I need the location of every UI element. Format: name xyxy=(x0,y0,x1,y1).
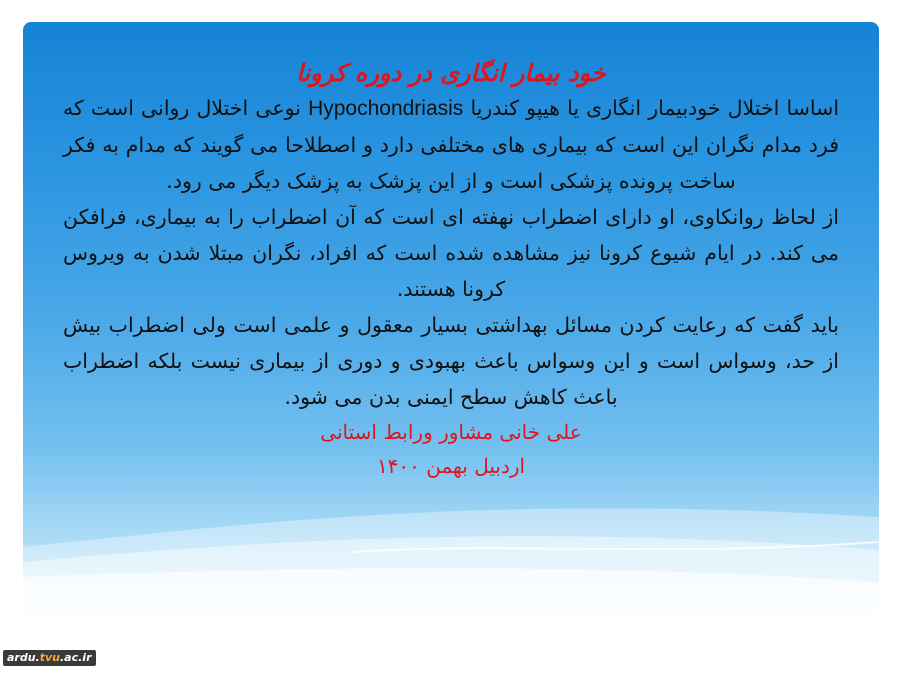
paragraph-definition-rest: نوعی اختلال روانی است که فرد مدام نگران این است که بیماری های مختلفی دارد و اصطلاحا می گویند که مدام به فکر ساخت پرونده پزشکی است و از این پزشک به پزشک دیگر می رود. xyxy=(63,96,839,193)
watermark-prefix: ardu. xyxy=(7,651,40,664)
paragraph-psychoanalysis: از لحاظ روانکاوی، او دارای اضطراب نهفته ای است که آن اضطراب را به بیماری، فرافکن می کند. در ایام شیوع کرونا نیز مشاهده شده است که افراد، نگران مبتلا شدن به ویروس کرونا هستند. xyxy=(63,205,839,301)
slide-content xyxy=(63,56,839,483)
watermark-suffix: .ac.ir xyxy=(60,651,92,664)
paragraph-definition xyxy=(63,90,839,199)
slide-title: خود بیمار انگاری در دوره کرونا xyxy=(296,59,606,87)
paragraph-advice: باید گفت که رعایت کردن مسائل بهداشتی بسیار معقول و علمی است ولی اضطراب بیش از حد، وسواس است و این وسواس باعث بهبودی و دوری از بیماری نیست بلکه اضطراب باعث کاهش سطح ایمنی بدن می شود. xyxy=(63,313,839,409)
presentation-slide xyxy=(23,22,879,612)
watermark-accent: tvu xyxy=(39,651,60,664)
paragraph-definition-lead: اساسا اختلال خودبیمار انگاری یا هیپو کندریا xyxy=(463,96,840,120)
site-watermark xyxy=(3,650,96,666)
signature-name: علی خانی مشاور ورابط استانی xyxy=(320,420,582,444)
term-hypochondriasis: Hypochondriasis xyxy=(308,97,464,120)
signature-date: اردبیل بهمن ۱۴۰۰ xyxy=(376,454,526,478)
